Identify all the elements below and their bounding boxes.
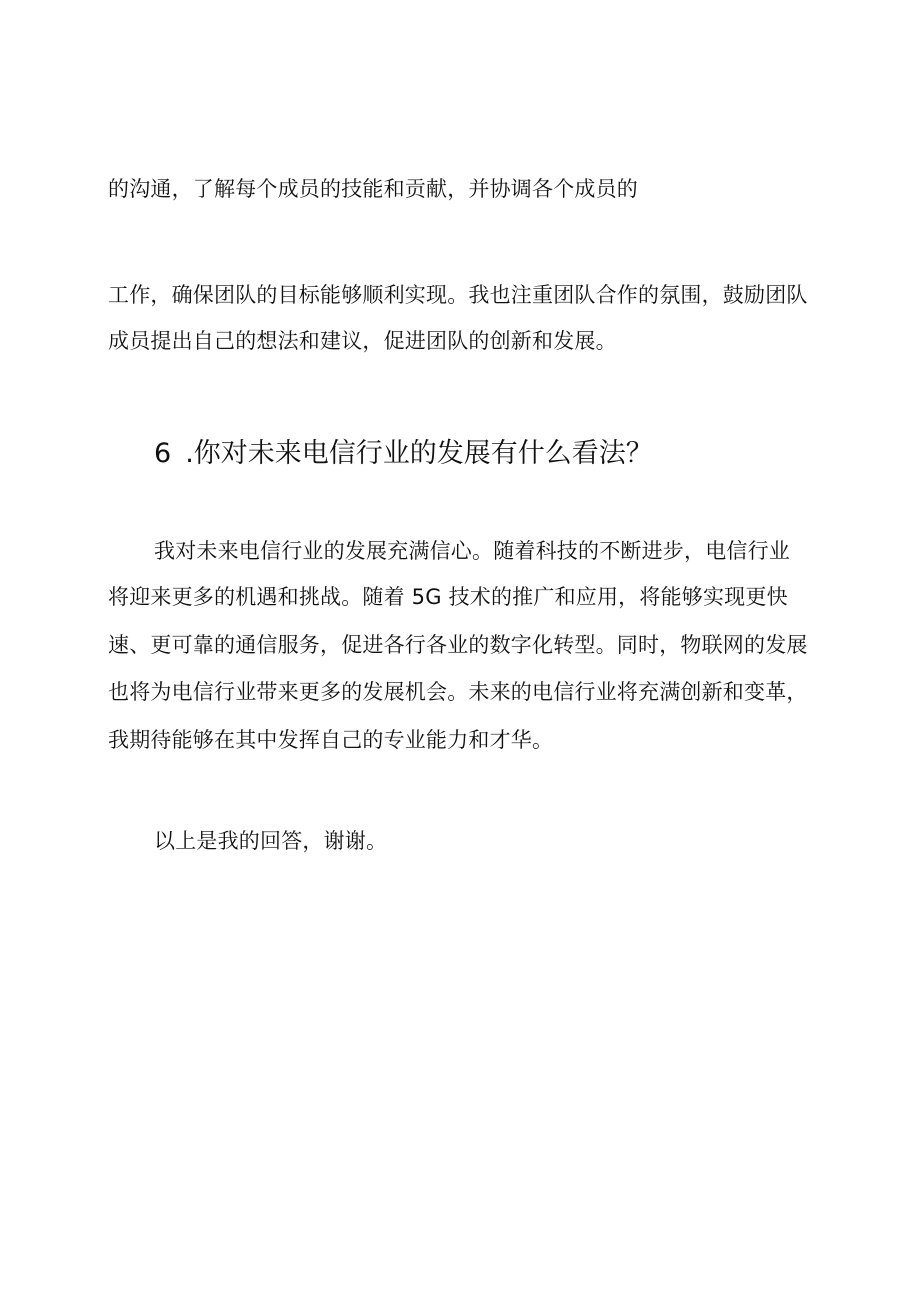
text-line-answer-3: 速、更可靠的通信服务，促进各行各业的数字化转型。同时，物联网的发展 bbox=[108, 633, 808, 657]
text-line-answer-1: 我对未来电信行业的发展充满信心。随着科技的不断进步，电信行业 bbox=[154, 539, 790, 563]
text-line-closing: 以上是我的回答，谢谢。 bbox=[154, 829, 388, 853]
text-line-answer-2: 将迎来更多的机遇和挑战。随着 5G 技术的推广和应用，将能够实现更快 bbox=[108, 585, 788, 609]
question-text: .你对未来电信行业的发展有什么看法？ bbox=[185, 438, 653, 469]
question-number: 6 bbox=[154, 438, 172, 469]
text-line-top-fragment: 的沟通，了解每个成员的技能和贡献，并协调各个成员的 bbox=[108, 177, 638, 201]
text-line-answer-4: 也将为电信行业带来更多的发展机会。未来的电信行业将充满创新和变革， bbox=[108, 680, 808, 704]
text-line-team-1: 工作，确保团队的目标能够顺利实现。我也注重团队合作的氛围，鼓励团队 bbox=[108, 283, 808, 307]
question-heading bbox=[154, 437, 653, 471]
text-line-team-2: 成员提出自己的想法和建议，促进团队的创新和发展。 bbox=[108, 329, 617, 353]
text-line-answer-5: 我期待能够在其中发挥自己的专业能力和才华。 bbox=[108, 728, 554, 752]
